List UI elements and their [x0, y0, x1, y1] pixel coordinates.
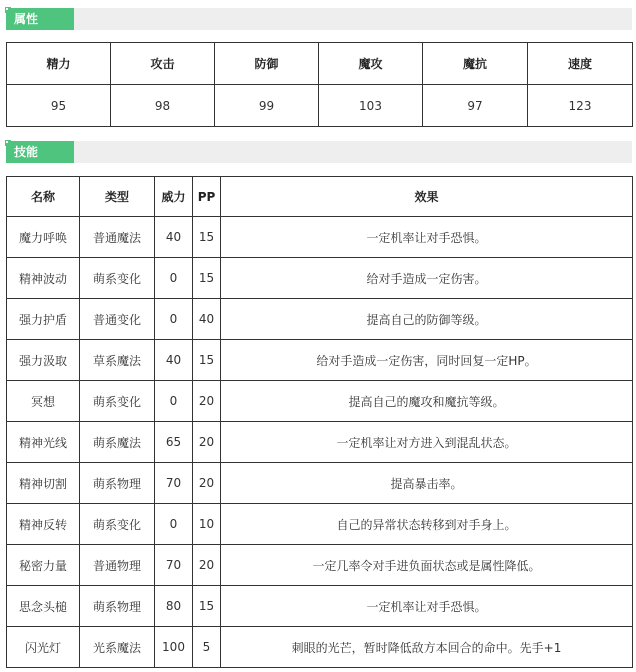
stat-header: 魔攻 — [319, 43, 423, 85]
skill-power: 0 — [155, 504, 193, 545]
skill-type: 萌系变化 — [80, 258, 155, 299]
skill-pp: 40 — [193, 299, 221, 340]
table-row — [7, 627, 633, 668]
skill-type: 普通物理 — [80, 545, 155, 586]
skill-type: 萌系物理 — [80, 463, 155, 504]
skill-pp: 15 — [193, 340, 221, 381]
skill-name: 精神波动 — [7, 258, 80, 299]
skill-pp: 5 — [193, 627, 221, 668]
skill-name: 魔力呼唤 — [7, 217, 80, 258]
stat-header: 速度 — [528, 43, 633, 85]
skill-type: 普通变化 — [80, 299, 155, 340]
skill-name: 精神光线 — [7, 422, 80, 463]
skill-power: 80 — [155, 586, 193, 627]
table-row — [7, 422, 633, 463]
skill-effect: 一定机率让对方进入到混乱状态。 — [221, 422, 633, 463]
stat-header: 防御 — [215, 43, 319, 85]
skill-pp: 15 — [193, 217, 221, 258]
skills-title: 技能 — [6, 141, 74, 163]
skill-effect: 提高暴击率。 — [221, 463, 633, 504]
skill-pp: 20 — [193, 422, 221, 463]
stats-table — [6, 42, 633, 127]
skill-power: 0 — [155, 299, 193, 340]
stat-value: 123 — [528, 85, 633, 127]
skill-name: 精神反转 — [7, 504, 80, 545]
table-row — [7, 381, 633, 422]
stat-value: 98 — [111, 85, 215, 127]
skills-body — [7, 217, 633, 668]
skill-type: 萌系变化 — [80, 504, 155, 545]
skill-header-type: 类型 — [80, 177, 155, 217]
skill-pp: 10 — [193, 504, 221, 545]
skill-power: 100 — [155, 627, 193, 668]
skill-effect: 提高自己的防御等级。 — [221, 299, 633, 340]
table-row — [7, 504, 633, 545]
skill-name: 秘密力量 — [7, 545, 80, 586]
skill-name: 强力护盾 — [7, 299, 80, 340]
skill-power: 70 — [155, 545, 193, 586]
table-row — [7, 258, 633, 299]
skill-type: 萌系变化 — [80, 381, 155, 422]
skill-pp: 15 — [193, 586, 221, 627]
skill-power: 0 — [155, 258, 193, 299]
stat-value: 103 — [319, 85, 423, 127]
table-row — [7, 217, 633, 258]
stat-value: 95 — [7, 85, 111, 127]
skill-effect: 提高自己的魔攻和魔抗等级。 — [221, 381, 633, 422]
skill-name: 闪光灯 — [7, 627, 80, 668]
skill-type: 萌系魔法 — [80, 422, 155, 463]
stat-value: 99 — [215, 85, 319, 127]
skill-header-pp: PP — [193, 177, 221, 217]
skill-header-name: 名称 — [7, 177, 80, 217]
skill-header-effect: 效果 — [221, 177, 633, 217]
table-row — [7, 586, 633, 627]
skill-header-power: 威力 — [155, 177, 193, 217]
skill-name: 冥想 — [7, 381, 80, 422]
skills-header-row — [7, 177, 633, 217]
skill-pp: 20 — [193, 545, 221, 586]
table-row — [7, 463, 633, 504]
stat-header: 魔抗 — [423, 43, 528, 85]
skill-effect: 一定几率令对手进负面状态或是属性降低。 — [221, 545, 633, 586]
stat-header: 精力 — [7, 43, 111, 85]
skill-name: 强力汲取 — [7, 340, 80, 381]
skill-effect: 给对手造成一定伤害，同时回复一定HP。 — [221, 340, 633, 381]
skill-pp: 20 — [193, 463, 221, 504]
skill-power: 40 — [155, 217, 193, 258]
skill-power: 65 — [155, 422, 193, 463]
skill-type: 草系魔法 — [80, 340, 155, 381]
stat-value: 97 — [423, 85, 528, 127]
skill-effect: 刺眼的光芒，暂时降低敌方本回合的命中。先手+1 — [221, 627, 633, 668]
skill-effect: 自己的异常状态转移到对手身上。 — [221, 504, 633, 545]
skill-power: 0 — [155, 381, 193, 422]
skill-effect: 给对手造成一定伤害。 — [221, 258, 633, 299]
skill-pp: 20 — [193, 381, 221, 422]
stat-header: 攻击 — [111, 43, 215, 85]
table-row — [7, 340, 633, 381]
skill-power: 70 — [155, 463, 193, 504]
skill-type: 普通魔法 — [80, 217, 155, 258]
skill-power: 40 — [155, 340, 193, 381]
table-row — [7, 299, 633, 340]
skill-effect: 一定机率让对手恐惧。 — [221, 586, 633, 627]
skill-type: 光系魔法 — [80, 627, 155, 668]
skills-section-header — [6, 141, 632, 163]
skill-effect: 一定机率让对手恐惧。 — [221, 217, 633, 258]
skill-type: 萌系物理 — [80, 586, 155, 627]
attributes-title: 属性 — [6, 8, 74, 30]
skill-pp: 15 — [193, 258, 221, 299]
stats-header-row — [7, 43, 633, 85]
skill-name: 思念头槌 — [7, 586, 80, 627]
table-row — [7, 545, 633, 586]
skills-table — [6, 176, 633, 668]
attributes-section-header — [6, 8, 632, 30]
skill-name: 精神切割 — [7, 463, 80, 504]
stats-value-row — [7, 85, 633, 127]
